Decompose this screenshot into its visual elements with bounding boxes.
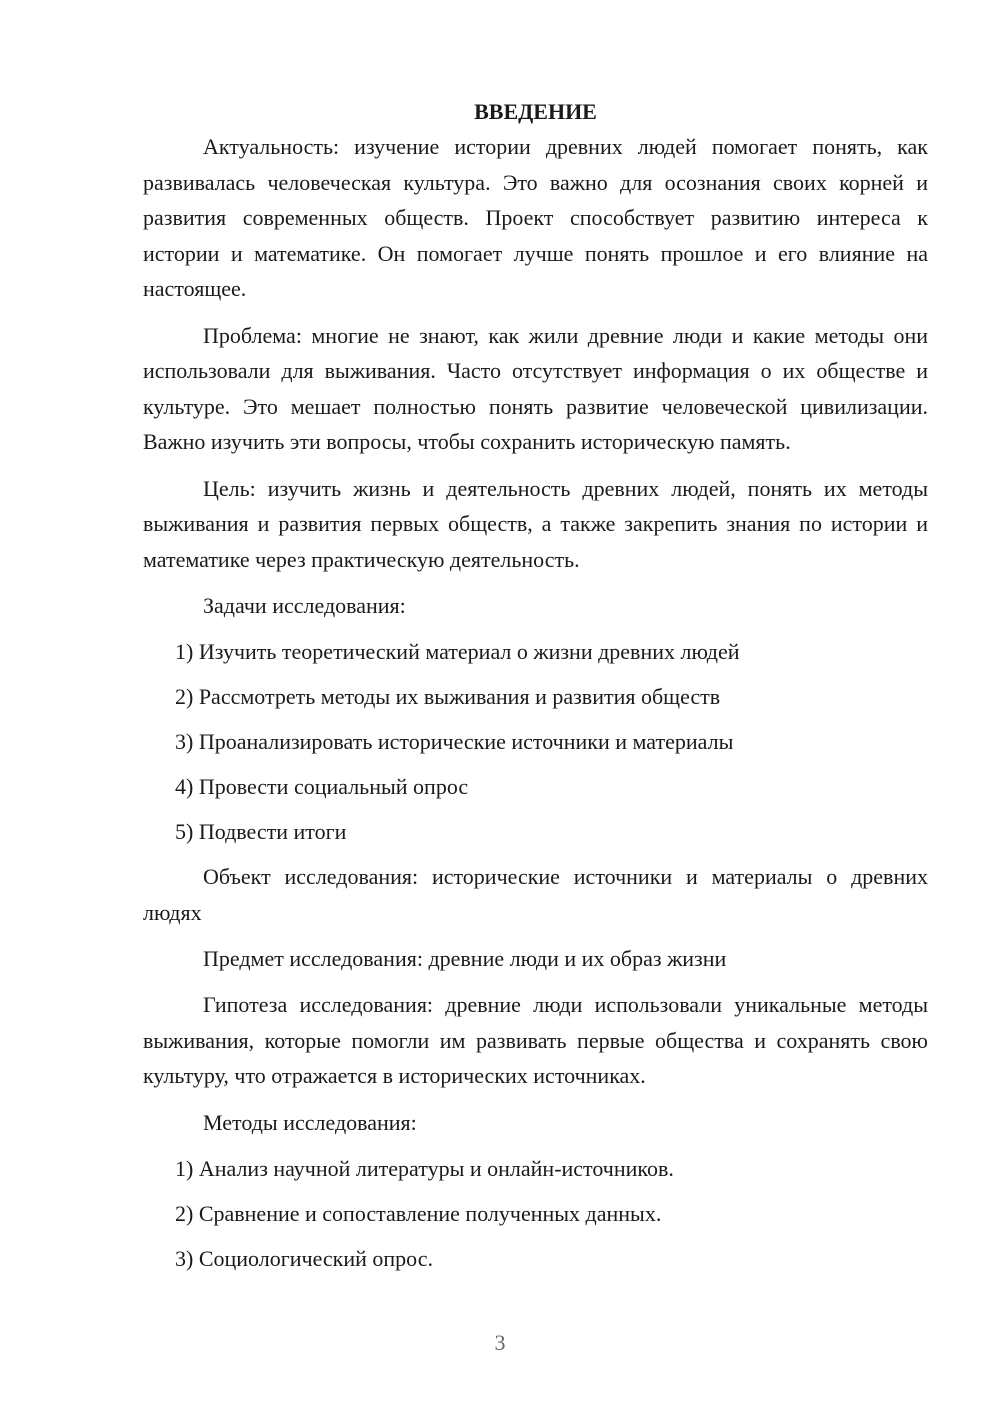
list-item: 3) Проанализировать исторические источники и материалы — [175, 729, 734, 754]
tasks-list — [143, 634, 928, 849]
goal-paragraph: Цель: изучить жизнь и деятельность древних людей, понять их методы выживания и развития первых обществ, а также закрепить знания по истории и математике через практическую деятельность. — [143, 475, 928, 572]
relevance-paragraph: Актуальность: изучение истории древних людей помогает понять, как развивалась человеческая культура. Это важно для осознания своих корней и развития современных обществ. Проект способствует развитию интереса к истории и математике. Он помогает лучше понять прошлое и его влияние на настоящее. — [143, 134, 928, 301]
hypothesis-paragraph: Гипотеза исследования: древние люди использовали уникальные методы выживания, которые помогли им развивать первые общества и сохранять свою культуру, что отражается в исторических источниках. — [143, 992, 928, 1088]
object-paragraph: Объект исследования: исторические источники и материалы о древних людях — [143, 864, 928, 925]
page-content — [143, 94, 928, 1286]
problem-paragraph: Проблема: многие не знают, как жили древние люди и какие методы они использовали для выживания. Часто отсутствует информация о их обществе и культуре. Это мешает полностью понять развитие человеческой цивилизации. Важно изучить эти вопросы, чтобы сохранить историческую память. — [143, 322, 928, 454]
list-item: 2) Сравнение и сопоставление полученных данных. — [175, 1200, 662, 1226]
list-item: 2) Рассмотреть методы их выживания и развития обществ — [175, 684, 721, 709]
list-item: 1) Изучить теоретический материал о жизни древних людей — [175, 639, 740, 664]
page-title: ВВЕДЕНИЕ — [474, 99, 597, 124]
tasks-heading: Задачи исследования: — [203, 593, 406, 618]
methods-heading: Методы исследования: — [203, 1109, 417, 1135]
list-item: 4) Провести социальный опрос — [175, 774, 469, 799]
list-item: 1) Анализ научной литературы и онлайн-источников. — [175, 1155, 674, 1181]
methods-list — [143, 1151, 928, 1276]
list-item: 5) Подвести итоги — [175, 819, 347, 844]
subject-paragraph: Предмет исследования: древние люди и их образ жизни — [203, 946, 727, 971]
list-item: 3) Социологический опрос. — [175, 1245, 433, 1271]
page-number: 3 — [494, 1330, 506, 1355]
